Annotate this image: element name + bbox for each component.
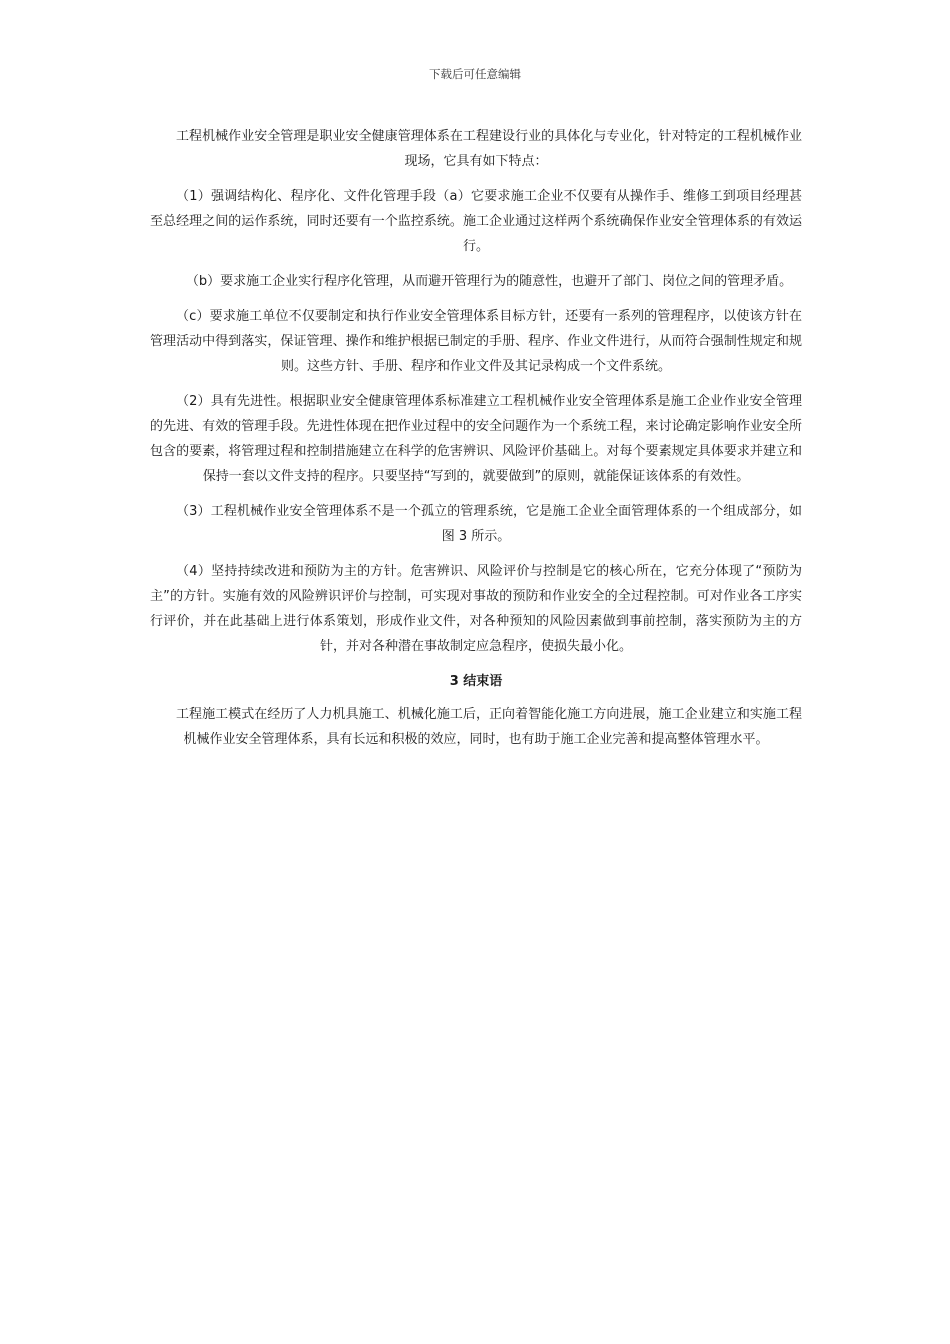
paragraph-point-4: （4）坚持持续改进和预防为主的方针。危害辨识、风险评价与控制是它的核心所在，它充分体现了“预防为主”的方针。实施有效的风险辨识评价与控制，可实现对事故的预防和作业安全的全过程控制。可对作业各工序实行评价，并在此基础上进行体系策划，形成作业文件，对各种预知的风险因素做到事前控制，落实预防为主的方针，并对各种潜在事故制定应急程序，使损失最小化。 [150,564,802,654]
paragraph-point-1b: （b）要求施工企业实行程序化管理，从而避开管理行为的随意性，也避开了部门、岗位之间的管理矛盾。 [185,274,793,289]
paragraph-conclusion: 工程施工模式在经历了人力机具施工、机械化施工后，正向着智能化施工方向进展，施工企业建立和实施工程机械作业安全管理体系，具有长远和积极的效应，同时，也有助于施工企业完善和提高整体管理水平。 [176,707,802,747]
page-header: 下载后可任意编辑 [429,67,521,81]
paragraph-point-2: （2）具有先进性。根据职业安全健康管理体系标准建立工程机械作业安全管理体系是施工企业作业安全管理的先进、有效的管理手段。先进性体现在把作业过程中的安全问题作为一个系统工程，来讨论确定影响作业安全所包含的要素，将管理过程和控制措施建立在科学的危害辨识、风险评价基础上。对每个要素规定具体要求并建立和保持一套以文件支持的程序。只要坚持“写到的，就要做到”的原则，就能保证该体系的有效性。 [150,394,802,484]
document-body [150,124,802,762]
paragraph-point-3: （3）工程机械作业安全管理体系不是一个孤立的管理系统，它是施工企业全面管理体系的一个组成部分，如图 3 所示。 [176,504,802,544]
paragraph-intro: 工程机械作业安全管理是职业安全健康管理体系在工程建设行业的具体化与专业化，针对特定的工程机械作业现场，它具有如下特点： [176,129,802,169]
section-heading: 3 结束语 [449,674,503,689]
paragraph-point-1c: （c）要求施工单位不仅要制定和执行作业安全管理体系目标方针，还要有一系列的管理程序，以使该方针在管理活动中得到落实，保证管理、操作和维护根据已制定的手册、程序、作业文件进行，从而符合强制性规定和规则。这些方针、手册、程序和作业文件及其记录构成一个文件系统。 [150,309,802,374]
paragraph-point-1: （1）强调结构化、程序化、文件化管理手段（a）它要求施工企业不仅要有从操作手、维修工到项目经理甚至总经理之间的运作系统，同时还要有一个监控系统。施工企业通过这样两个系统确保作业安全管理体系的有效运行。 [150,189,802,254]
